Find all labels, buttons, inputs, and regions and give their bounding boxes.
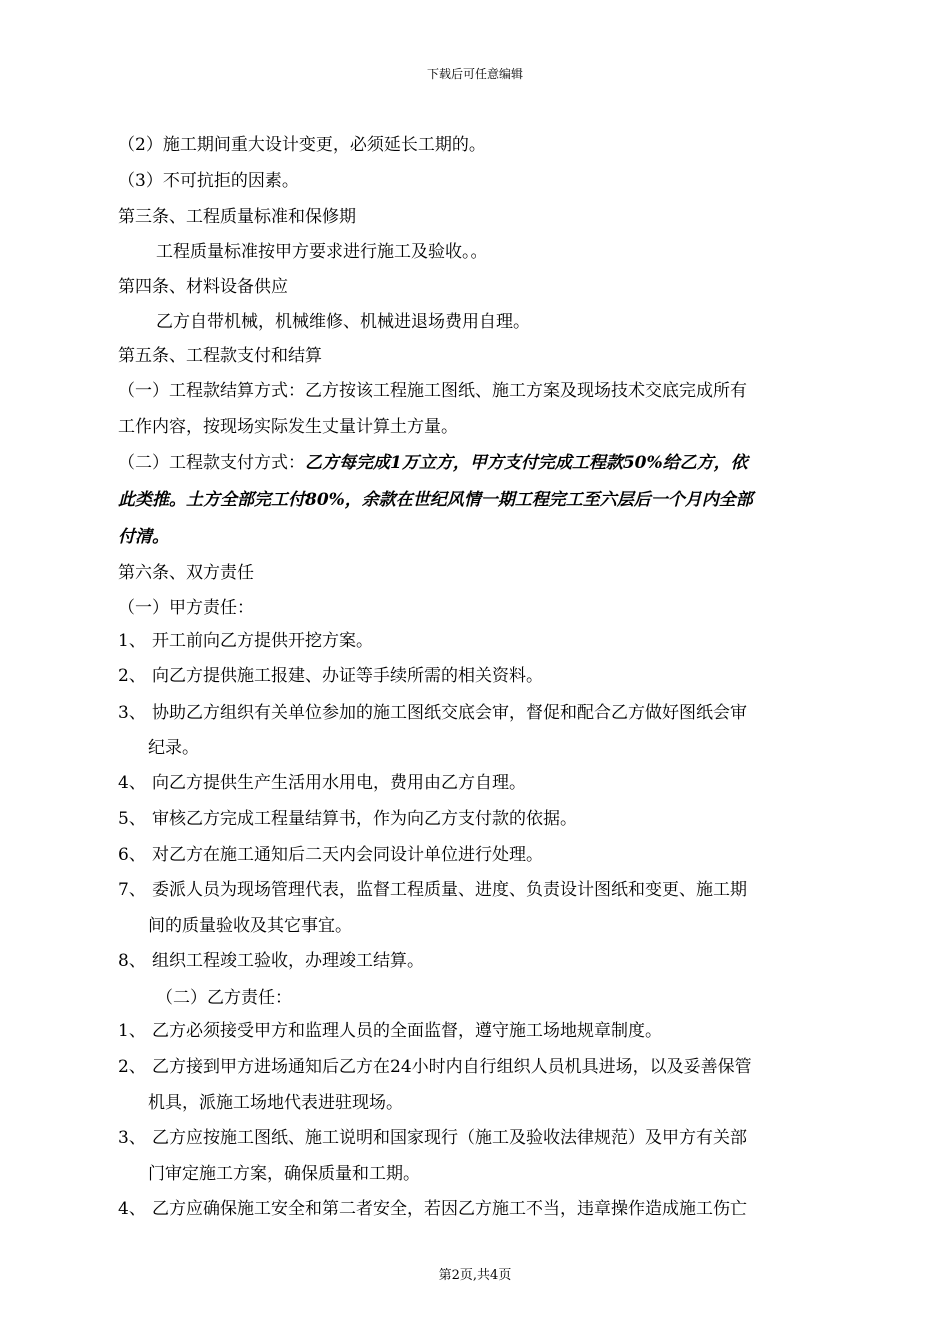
list-item: 2、 向乙方提供施工报建、办证等手续所需的相关资料。	[118, 666, 543, 686]
page-footer: 第2页,共4页	[438, 1268, 512, 1283]
section-heading: 第四条、材料设备供应	[118, 277, 288, 297]
list-item: 6、 对乙方在施工通知后二天内会同设计单位进行处理。	[118, 845, 543, 865]
section-heading: 第五条、工程款支付和结算	[118, 346, 322, 366]
subsection-heading: （二）乙方责任：	[156, 988, 292, 1008]
list-item: 1、 开工前向乙方提供开挖方案。	[118, 631, 373, 651]
clause-line: 工作内容，按现场实际发生丈量计算土方量。	[118, 417, 458, 437]
list-item: 2、 乙方接到甲方进场通知后乙方在24小时内自行组织人员机具进场，以及妥善保管	[118, 1057, 752, 1077]
list-item: 3、 协助乙方组织有关单位参加的施工图纸交底会审，督促和配合乙方做好图纸会审	[118, 703, 747, 723]
clause-line: （3）不可抗拒的因素。	[118, 171, 299, 191]
list-item: 3、 乙方应按施工图纸、施工说明和国家现行（施工及验收法律规范）及甲方有关部	[118, 1128, 747, 1148]
list-item-continuation: 纪录。	[148, 738, 199, 758]
list-item: 8、 组织工程竣工验收，办理竣工结算。	[118, 951, 424, 971]
payment-terms-emphasis: 乙方每完成1万立方，甲方支付完成工程款50%给乙方，依	[305, 453, 748, 473]
section-heading: 第六条、双方责任	[118, 563, 254, 583]
clause-line: （一）工程款结算方式：乙方按该工程施工图纸、施工方案及现场技术交底完成所有	[118, 381, 747, 401]
list-item-continuation: 机具，派施工场地代表进驻现场。	[148, 1093, 403, 1113]
payment-terms-emphasis: 付清。	[118, 527, 169, 547]
list-item: 7、 委派人员为现场管理代表，监督工程质量、进度、负责设计图纸和变更、施工期	[118, 880, 747, 900]
subsection-heading: （一）甲方责任：	[118, 598, 254, 618]
list-item-continuation: 门审定施工方案，确保质量和工期。	[148, 1164, 420, 1184]
list-item: 5、 审核乙方完成工程量结算书，作为向乙方支付款的依据。	[118, 809, 577, 829]
clause-line: （2）施工期间重大设计变更，必须延长工期的。	[118, 135, 486, 155]
payment-method-label: （二）工程款支付方式：	[118, 453, 305, 473]
list-item: 4、 向乙方提供生产生活用水用电，费用由乙方自理。	[118, 773, 526, 793]
payment-method-line	[118, 452, 838, 474]
list-item: 1、 乙方必须接受甲方和监理人员的全面监督，遵守施工场地规章制度。	[118, 1021, 662, 1041]
section-heading: 第三条、工程质量标准和保修期	[118, 207, 356, 227]
payment-terms-emphasis: 此类推。土方全部完工付80%，余款在世纪风情一期工程完工至六层后一个月内全部	[118, 490, 753, 510]
page-header: 下载后可任意编辑	[426, 67, 523, 81]
list-item: 4、 乙方应确保施工安全和第二者安全，若因乙方施工不当，违章操作造成施工伤亡	[118, 1199, 747, 1219]
clause-line: 乙方自带机械，机械维修、机械进退场费用自理。	[156, 312, 530, 332]
clause-line: 工程质量标准按甲方要求进行施工及验收。。	[156, 242, 488, 262]
list-item-continuation: 间的质量验收及其它事宜。	[148, 916, 352, 936]
